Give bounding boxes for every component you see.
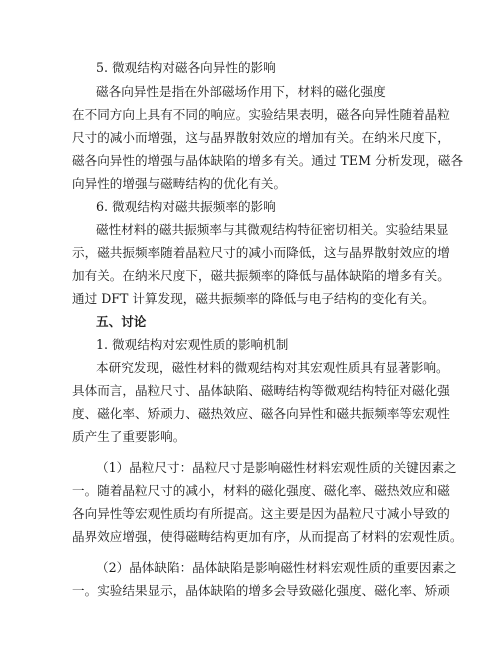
point1-line: （1）晶粒尺寸：晶粒尺寸是影响磁性材料宏观性质的关键因素之 xyxy=(96,460,457,475)
paragraph-line: 晶界效应增强，使得磁畴结构更加有序，从而提高了材料的宏观性质。 xyxy=(72,529,463,544)
paragraph-line: 加有关。在纳米尺度下，磁共振频率的降低与晶体缺陷的增多有关。 xyxy=(72,268,450,283)
paragraph-line: 各向异性等宏观性质均有所提高。这主要是因为晶粒尺寸减小导致的 xyxy=(72,506,450,521)
point2-line: （2）晶体缺陷：晶体缺陷是影响磁性材料宏观性质的重要因素之 xyxy=(96,560,457,575)
paragraph-line: 一。实验结果显示，晶体缺陷的增多会导致磁化强度、磁化率、矫顽 xyxy=(72,583,450,598)
discussion-subheading: 1. 微观结构对宏观性质的影响机制 xyxy=(96,337,289,352)
paragraph-line: 度、磁化率、矫顽力、磁热效应、磁各向异性和磁共振频率等宏观性 xyxy=(72,406,450,421)
paragraph-line: 示，磁共振频率随着晶粒尺寸的减小而降低，这与晶界散射效应的增 xyxy=(72,245,450,260)
paragraph-line: 一。随着晶粒尺寸的减小，材料的磁化强度、磁化率、磁热效应和磁 xyxy=(72,483,450,498)
paragraph-line: 磁性材料的磁共振频率与其微观结构特征密切相关。实验结果显 xyxy=(96,222,449,237)
paragraph-line: 向异性的增强与磁畴结构的优化有关。 xyxy=(72,176,287,191)
discussion-heading: 五、讨论 xyxy=(96,314,147,329)
section6-heading: 6. 微观结构对磁共振频率的影响 xyxy=(96,199,276,214)
paragraph-line: 具体而言，晶粒尺寸、晶体缺陷、磁畴结构等微观结构特征对磁化强 xyxy=(72,383,450,398)
paragraph-line: 质产生了重要影响。 xyxy=(72,429,186,444)
paragraph-line: 通过 DFT 计算发现，磁共振频率的降低与电子结构的变化有关。 xyxy=(72,291,435,306)
paragraph-line: 在不同方向上具有不同的响应。实验结果表明，磁各向异性随着晶粒 xyxy=(72,107,450,122)
paragraph-line: 尺寸的减小而增强，这与晶界散射效应的增加有关。在纳米尺度下， xyxy=(72,130,450,145)
paragraph-line: 磁各向异性的增强与晶体缺陷的增多有关。通过 TEM 分析发现，磁各 xyxy=(72,153,464,168)
paragraph-line: 磁各向异性是指在外部磁场作用下，材料的磁化强度 xyxy=(96,84,386,99)
paragraph-line: 本研究发现，磁性材料的微观结构对其宏观性质具有显著影响。 xyxy=(96,360,449,375)
section5-heading: 5. 微观结构对磁各向异性的影响 xyxy=(96,60,276,75)
